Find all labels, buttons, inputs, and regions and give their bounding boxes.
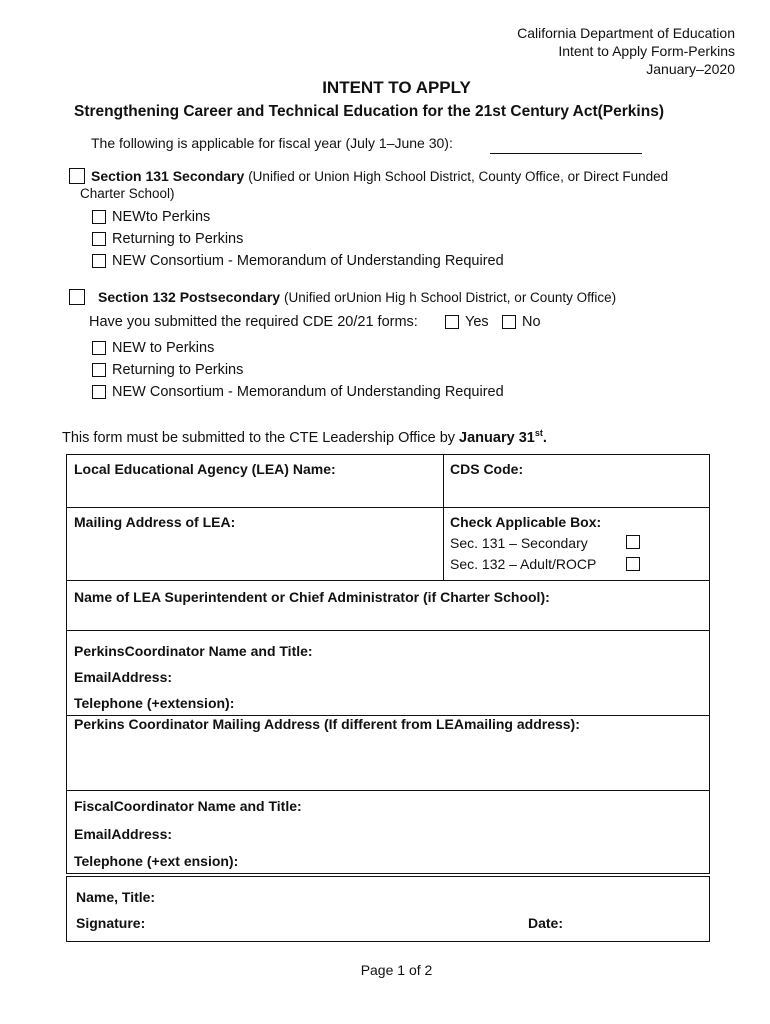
- header-form-name: Intent to Apply Form-Perkins: [558, 43, 735, 59]
- s132-returning-checkbox[interactable]: [92, 363, 106, 377]
- table-divider-1: [66, 507, 710, 508]
- sec-131-checkbox[interactable]: [626, 535, 640, 549]
- cds-code-field[interactable]: CDS Code:: [450, 461, 524, 477]
- s132-returning-label: Returning to Perkins: [112, 362, 244, 378]
- s131-returning-label: Returning to Perkins: [112, 231, 244, 247]
- fiscal-email-field[interactable]: EmailAddress:: [74, 826, 173, 842]
- s132-consortium-label: NEW Consortium - Memorandum of Understanding Required: [112, 384, 504, 400]
- mailing-address-field[interactable]: Mailing Address of LEA:: [74, 514, 236, 530]
- section-131-desc-cont: Charter School): [80, 186, 175, 201]
- section-132-checkbox[interactable]: [69, 289, 85, 305]
- date-field[interactable]: Date:: [528, 915, 564, 931]
- table-vertical-divider: [443, 454, 444, 581]
- table-divider-5: [66, 790, 710, 791]
- perkins-email-field[interactable]: EmailAddress:: [74, 669, 173, 685]
- page-title: INTENT TO APPLY: [322, 78, 471, 97]
- cde-forms-yes-checkbox[interactable]: [445, 315, 459, 329]
- fiscal-phone-field[interactable]: Telephone (+ext ension):: [74, 853, 239, 869]
- s131-returning-checkbox[interactable]: [92, 232, 106, 246]
- s132-new-checkbox[interactable]: [92, 341, 106, 355]
- perkins-phone-field[interactable]: Telephone (+extension):: [74, 695, 235, 711]
- header-department: California Department of Education: [517, 25, 735, 41]
- s132-consortium-checkbox[interactable]: [92, 385, 106, 399]
- check-applicable-label: Check Applicable Box:: [450, 514, 602, 530]
- submit-note-text: This form must be submitted to the CTE Leadership Office by: [62, 429, 456, 446]
- section-131-checkbox[interactable]: [69, 168, 85, 184]
- submit-deadline-note: [62, 428, 547, 446]
- cde-forms-no-checkbox[interactable]: [502, 315, 516, 329]
- superintendent-field[interactable]: Name of LEA Superintendent or Chief Administrator (if Charter School):: [74, 589, 550, 605]
- section-132-desc: (Unified orUnion Hig h School District, or County Office): [283, 290, 617, 305]
- fiscal-year-label: The following is applicable for fiscal year (July 1–June 30):: [91, 135, 453, 151]
- signature-field[interactable]: Signature:: [76, 915, 146, 931]
- s132-new-label: NEW to Perkins: [112, 340, 215, 356]
- section-131-label: Section 131 Secondary: [91, 168, 245, 184]
- submit-note-end: .: [542, 429, 547, 446]
- header-date: January–2020: [646, 61, 735, 77]
- cde-forms-question: Have you submitted the required CDE 20/21 forms:: [89, 314, 418, 330]
- section-132-label: Section 132 Postsecondary: [98, 289, 281, 305]
- s131-consortium-label: NEW Consortium - Memorandum of Understanding Required: [112, 253, 504, 269]
- table-divider-3: [66, 630, 710, 631]
- page-number: Page 1 of 2: [360, 962, 433, 978]
- section-131-desc: (Unified or Union High School District, County Office, or Direct Funded: [248, 169, 669, 184]
- signature-box: [66, 876, 710, 942]
- table-divider-2: [66, 580, 710, 581]
- cde-forms-yes-label: Yes: [465, 314, 489, 330]
- s131-consortium-checkbox[interactable]: [92, 254, 106, 268]
- section-132-heading: [98, 289, 616, 305]
- sec-132-option-label: Sec. 132 – Adult/ROCP: [450, 556, 597, 572]
- name-title-field[interactable]: Name, Title:: [76, 889, 156, 905]
- sec-131-option-label: Sec. 131 – Secondary: [450, 535, 588, 551]
- sec-132-checkbox[interactable]: [626, 557, 640, 571]
- submit-note-deadline: January 31: [459, 429, 535, 446]
- fiscal-year-field[interactable]: [490, 153, 642, 154]
- submit-note-suffix: st: [534, 428, 543, 438]
- lea-name-field[interactable]: Local Educational Agency (LEA) Name:: [74, 461, 336, 477]
- perkins-coordinator-field[interactable]: PerkinsCoordinator Name and Title:: [74, 643, 313, 659]
- s131-new-checkbox[interactable]: [92, 210, 106, 224]
- page-subtitle: Strengthening Career and Technical Education for the 21st Century Act(Perkins): [74, 103, 664, 120]
- perkins-mailing-field[interactable]: Perkins Coordinator Mailing Address (If different from LEAmailing address):: [74, 716, 580, 732]
- fiscal-coordinator-field[interactable]: FiscalCoordinator Name and Title:: [74, 798, 302, 814]
- section-131-heading: [91, 168, 668, 184]
- cde-forms-no-label: No: [522, 314, 541, 330]
- s131-new-label: NEWto Perkins: [112, 209, 211, 225]
